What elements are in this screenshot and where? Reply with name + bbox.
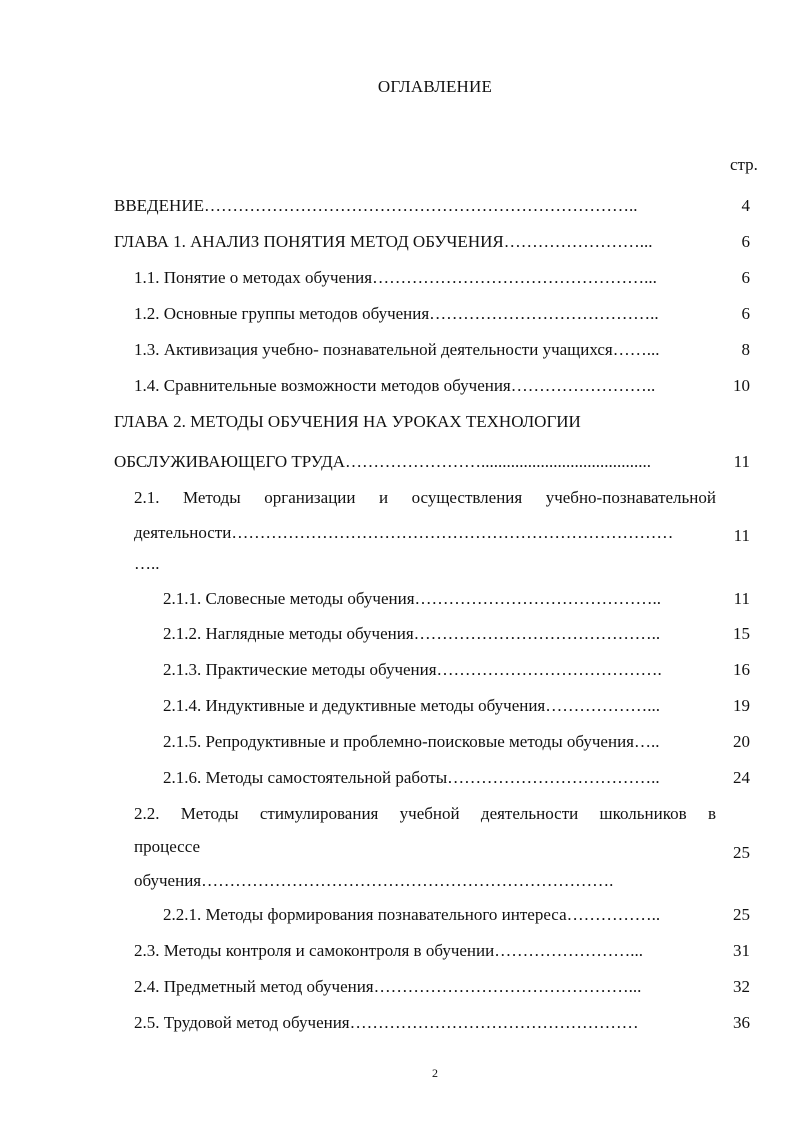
toc-entry-2-4: 2.4. Предметный метод обучения………………………………………... <box>134 977 642 996</box>
toc-page-number: 20 <box>733 732 750 751</box>
page-number-footer: 2 <box>432 1066 438 1080</box>
toc-entry-2-1-5: 2.1.5. Репродуктивные и проблемно-поисковые методы обучения….. <box>163 732 660 751</box>
toc-entry-2-3: 2.3. Методы контроля и самоконтроля в обучении……………………... <box>134 941 643 960</box>
toc-page-number: 15 <box>733 624 750 643</box>
toc-page-number: 6 <box>741 268 750 287</box>
toc-entry-introduction: ВВЕДЕНИЕ………………………………………………………………….. <box>114 196 638 215</box>
toc-entry-2-1-line3: ….. <box>134 554 160 573</box>
toc-page-number: 32 <box>733 977 750 996</box>
toc-page-number: 10 <box>733 376 750 395</box>
toc-page-number: 24 <box>733 768 750 787</box>
toc-page-number: 11 <box>733 589 750 608</box>
toc-entry-2-2-line2: процессе <box>134 837 201 856</box>
toc-page-number: 11 <box>733 526 750 545</box>
toc-entry-2-1-1: 2.1.1. Словесные методы обучения…………………………………….. <box>163 589 662 608</box>
toc-entry-1-2: 1.2. Основные группы методов обучения………………………………….. <box>134 304 659 323</box>
toc-page-number: 6 <box>741 304 750 323</box>
toc-entry-chapter-2-line2: ОБСЛУЖИВАЮЩЕГО ТРУДА……………………........................................ <box>114 452 652 471</box>
toc-entry-2-5: 2.5. Трудовой метод обучения…………………………………………… <box>134 1013 639 1032</box>
toc-page-number: 31 <box>733 941 750 960</box>
toc-page-number: 25 <box>733 905 750 924</box>
toc-entry-1-3: 1.3. Активизация учебно- познавательной деятельности учащихся……... <box>134 340 660 359</box>
toc-page-number: 11 <box>733 452 750 471</box>
toc-page-number: 8 <box>741 340 750 359</box>
toc-page-number: 16 <box>733 660 750 679</box>
toc-entry-2-1-3: 2.1.3. Практические методы обучения…………………………………. <box>163 660 662 679</box>
toc-page-number: 25 <box>733 843 750 862</box>
toc-page-number: 19 <box>733 696 750 715</box>
toc-entry-2-2-line3: обучения………………………………………………………………. <box>134 871 614 890</box>
toc-page-number: 36 <box>733 1013 750 1032</box>
page-column-label: стр. <box>730 155 758 174</box>
toc-entry-2-2-1: 2.2.1. Методы формирования познавательного интереса…………….. <box>163 905 661 924</box>
page-title: ОГЛАВЛЕНИЕ <box>377 77 493 96</box>
toc-entry-2-1-6: 2.1.6. Методы самостоятельной работы……………………………….. <box>163 768 660 787</box>
toc-entry-2-1-2: 2.1.2. Наглядные методы обучения…………………………………….. <box>163 624 661 643</box>
toc-entry-1-4: 1.4. Сравнительные возможности методов обучения…………………….. <box>134 376 656 395</box>
toc-entry-2-1-line2: деятельности…………………………………………………………………… <box>134 523 674 542</box>
toc-entry-2-1-4: 2.1.4. Индуктивные и дедуктивные методы обучения………………... <box>163 696 661 715</box>
toc-entry-chapter-2-line1: ГЛАВА 2. МЕТОДЫ ОБУЧЕНИЯ НА УРОКАХ ТЕХНОЛОГИИ <box>114 412 581 431</box>
toc-entry-2-2-line1: 2.2. Методы стимулирования учебной деятельности школьников в <box>134 804 716 823</box>
toc-entry-chapter-1: ГЛАВА 1. АНАЛИЗ ПОНЯТИЯ МЕТОД ОБУЧЕНИЯ……………………... <box>114 232 653 251</box>
toc-page-number: 6 <box>741 232 750 251</box>
toc-entry-2-1-line1: 2.1. Методы организации и осуществления учебно-познавательной <box>134 488 716 507</box>
toc-entry-1-1: 1.1. Понятие о методах обучения…………………………………………... <box>134 268 657 287</box>
toc-page-number: 4 <box>741 196 750 215</box>
